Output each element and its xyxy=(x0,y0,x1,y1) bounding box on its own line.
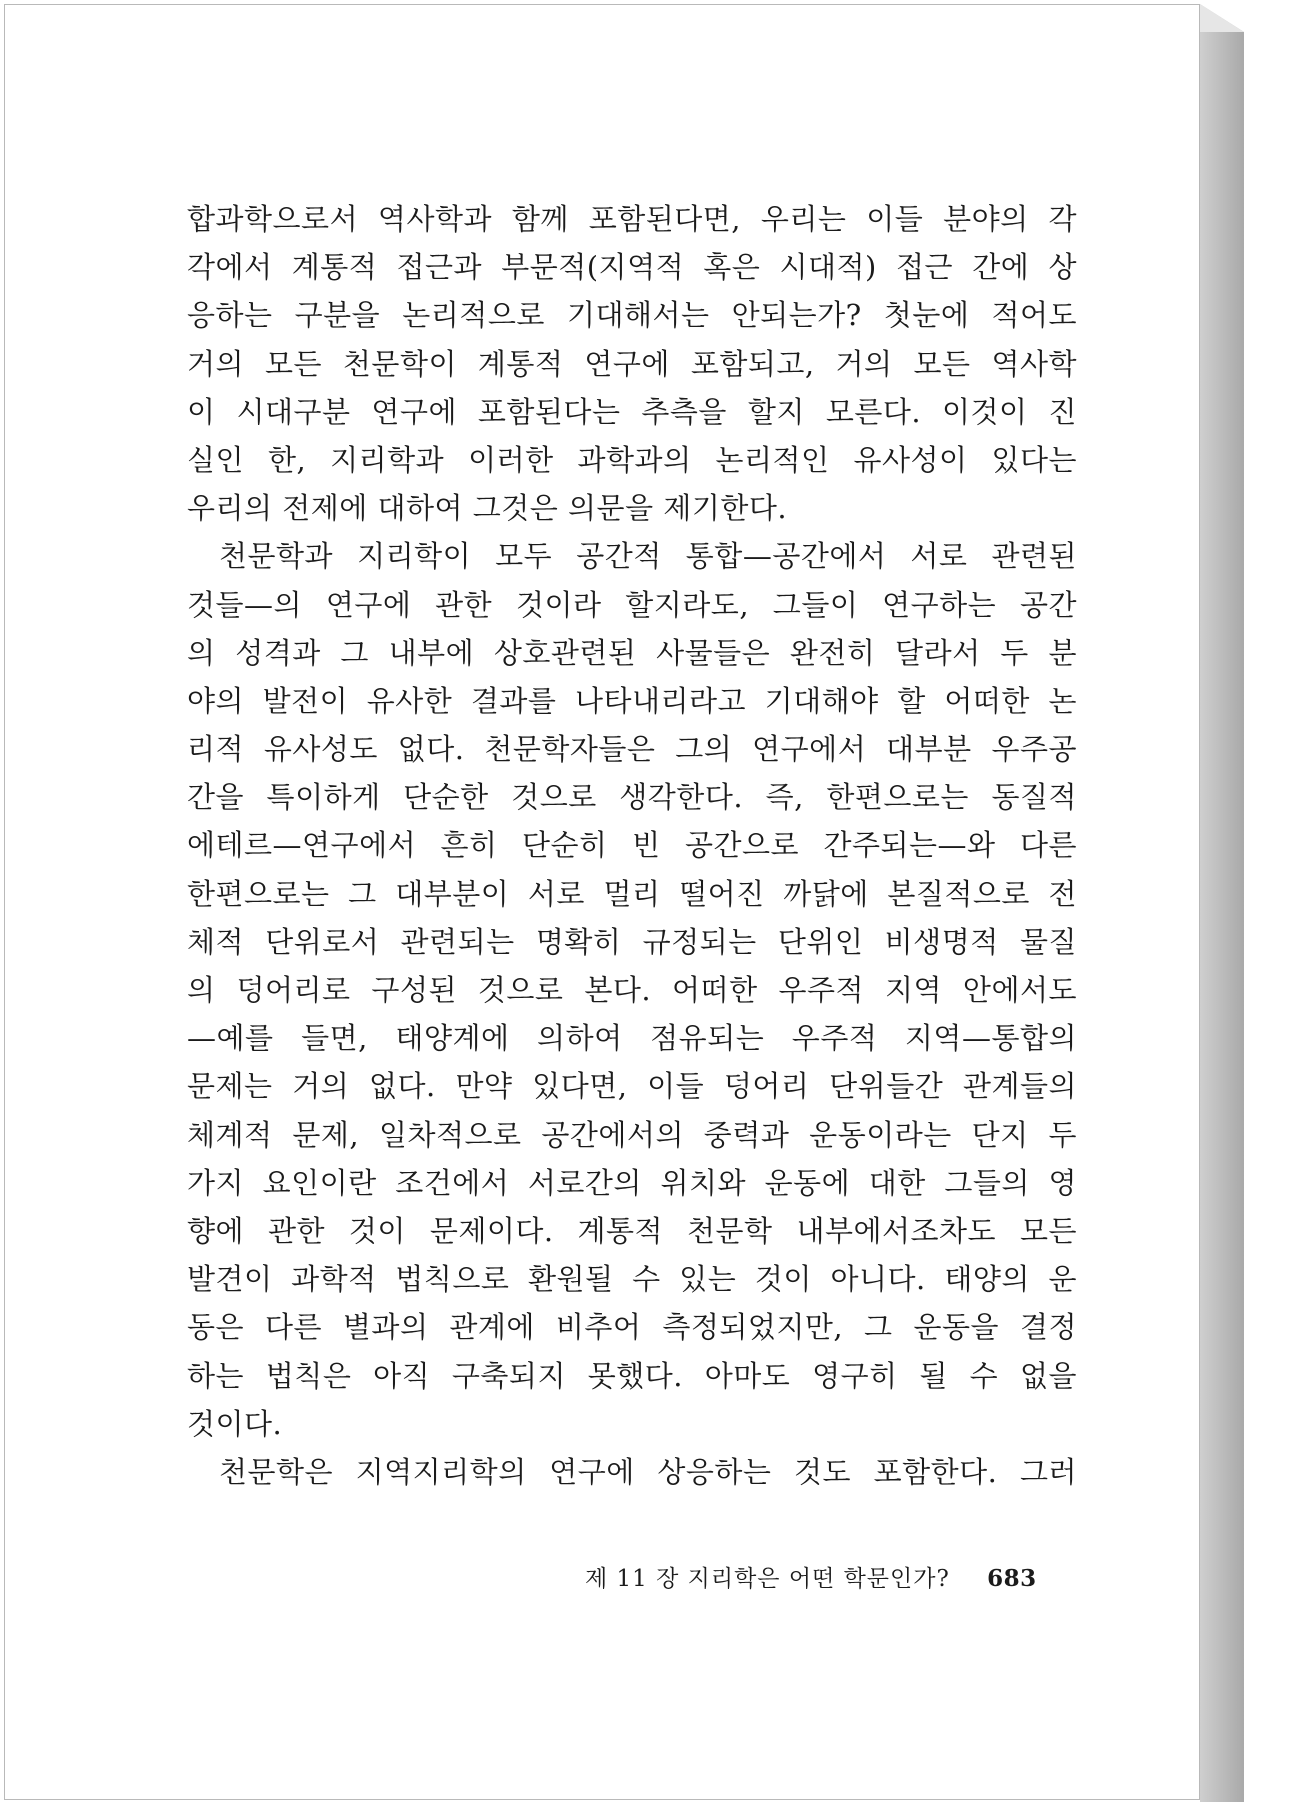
text-line: 향에 관한 것이 문제이다. 계통적 천문학 내부에서조차도 모든 xyxy=(187,1213,1077,1248)
text-line: 하는 법칙은 아직 구축되지 못했다. 아마도 영구히 될 수 없을 xyxy=(187,1358,1077,1393)
book-page xyxy=(4,4,1200,1800)
text-line: 에테르—연구에서 흔히 단순히 빈 공간으로 간주되는—와 다른 xyxy=(187,828,1077,863)
text-line: 실인 한, 지리학과 이러한 과학과의 논리적인 유사성이 있다는 xyxy=(187,442,1077,477)
text-line: —예를 들면, 태양계에 의하여 점유되는 우주적 지역—통합의 xyxy=(187,1021,1077,1056)
chapter-title: 제 11 장 지리학은 어떤 학문인가? xyxy=(585,1566,950,1592)
text-line: 야의 발전이 유사한 결과를 나타내리라고 기대해야 할 어떠한 논 xyxy=(187,683,1077,718)
text-line: 천문학과 지리학이 모두 공간적 통합—공간에서 서로 관련된 xyxy=(219,539,1077,574)
book-page-container xyxy=(4,4,1238,1802)
text-line: 한편으로는 그 대부분이 서로 멀리 떨어진 까닭에 본질적으로 전 xyxy=(187,876,1077,911)
text-line: 의 성격과 그 내부에 상호관련된 사물들은 완전히 달라서 두 분 xyxy=(187,635,1077,670)
text-line: 우리의 전제에 대하여 그것은 의문을 제기한다. xyxy=(187,491,788,526)
text-line: 거의 모든 천문학이 계통적 연구에 포함되고, 거의 모든 역사학 xyxy=(187,346,1077,381)
text-line: 발견이 과학적 법칙으로 환원될 수 있는 것이 아니다. 태양의 운 xyxy=(187,1262,1077,1297)
text-line: 것이다. xyxy=(187,1406,283,1441)
text-line: 합과학으로서 역사학과 함께 포함된다면, 우리는 이들 분야의 각 xyxy=(187,202,1077,236)
text-line: 간을 특이하게 단순한 것으로 생각한다. 즉, 한편으로는 동질적 xyxy=(187,780,1077,815)
text-line: 가지 요인이란 조건에서 서로간의 위치와 운동에 대한 그들의 영 xyxy=(187,1165,1077,1200)
page-stack-edge xyxy=(1200,4,1244,1802)
page-number: 683 xyxy=(987,1565,1037,1592)
text-line: 문제는 거의 없다. 만약 있다면, 이들 덩어리 단위들간 관계들의 xyxy=(187,1069,1077,1104)
body-text xyxy=(187,195,1077,1496)
text-line: 이 시대구분 연구에 포함된다는 추측을 할지 모른다. 이것이 진 xyxy=(187,394,1077,429)
text-line: 체적 단위로서 관련되는 명확히 규정되는 단위인 비생명적 물질 xyxy=(187,924,1077,959)
text-line: 천문학은 지역지리학의 연구에 상응하는 것도 포함한다. 그러 xyxy=(219,1454,1077,1489)
text-line: 각에서 계통적 접근과 부문적(지역적 혹은 시대적) 접근 간에 상 xyxy=(187,250,1077,285)
text-line: 동은 다른 별과의 관계에 비추어 측정되었지만, 그 운동을 결정 xyxy=(187,1310,1077,1345)
text-line: 응하는 구분을 논리적으로 기대해서는 안되는가? 첫눈에 적어도 xyxy=(187,298,1077,333)
text-line: 리적 유사성도 없다. 천문학자들은 그의 연구에서 대부분 우주공 xyxy=(187,732,1077,767)
page-stack-edge-top xyxy=(1200,4,1244,34)
text-line: 것들—의 연구에 관한 것이라 할지라도, 그들이 연구하는 공간 xyxy=(187,587,1077,622)
text-line: 체계적 문제, 일차적으로 공간에서의 중력과 운동이라는 단지 두 xyxy=(187,1117,1077,1152)
running-footer xyxy=(585,1560,1045,1593)
text-line: 의 덩어리로 구성된 것으로 본다. 어떠한 우주적 지역 안에서도 xyxy=(187,973,1077,1007)
